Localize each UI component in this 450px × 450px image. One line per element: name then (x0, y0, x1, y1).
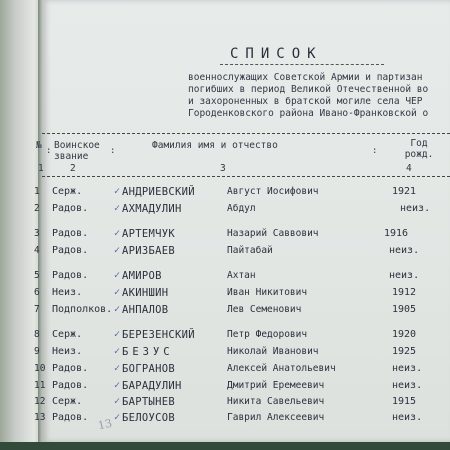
table-row (34, 245, 450, 261)
table-row (34, 203, 450, 219)
row-number: 6 (34, 287, 40, 298)
row-given-name: Назарий Саввович (227, 228, 319, 239)
check-mark-icon: ✓ (114, 304, 121, 315)
header-birth-year: Год рожд. (404, 138, 434, 160)
row-rank: Радов. (52, 412, 89, 423)
header-top-rule (42, 133, 450, 134)
header-separator: : (46, 146, 52, 156)
row-given-name: Пайтабай (227, 245, 273, 256)
subtitle-line-4: Городенковского района Ивано-Франковской о (188, 108, 429, 119)
header-rank: Воинское звание (54, 140, 100, 162)
row-number: 4 (34, 245, 40, 256)
row-surname: БОГРАНОВ (122, 363, 175, 375)
row-given-name: Дмитрий Еремеевич (227, 380, 325, 391)
check-mark-icon: ✓ (114, 380, 121, 391)
background-edge (0, 442, 450, 450)
row-number: 5 (34, 270, 40, 281)
title-underline (220, 64, 384, 65)
row-rank: Радов. (52, 228, 89, 239)
header-separator: : (110, 146, 116, 156)
column-number-4: 4 (406, 163, 412, 174)
row-given-name: Абдул (227, 203, 256, 214)
row-surname: БЕРЕЗЕНСКИЙ (122, 329, 195, 341)
check-mark-icon: ✓ (114, 186, 121, 197)
row-rank: Серж. (52, 396, 83, 407)
check-mark-icon: ✓ (114, 287, 121, 298)
row-rank: Подполков. (52, 304, 113, 315)
row-number: 3 (34, 228, 40, 239)
row-rank: Радов. (52, 380, 89, 391)
check-mark-icon: ✓ (114, 396, 121, 407)
table-row (34, 270, 450, 286)
row-birth-year: неиз. (392, 380, 423, 391)
check-mark-icon: ✓ (114, 363, 121, 374)
row-birth-year: неиз. (389, 245, 420, 256)
row-surname: АКИНШИН (122, 287, 169, 299)
row-surname: АРТЕМЧУК (122, 228, 175, 240)
row-rank: Радов. (52, 203, 89, 214)
row-surname: АНПАЛОВ (122, 304, 169, 316)
subtitle-line-3: и захороненных в братской могиле села ЧЕР (188, 96, 423, 107)
row-surname: АРИЗБАЕВ (122, 245, 175, 257)
check-mark-icon: ✓ (114, 412, 121, 423)
row-surname: БЕЛОУСОВ (122, 412, 175, 424)
row-surname: АМИРОВ (122, 270, 162, 282)
row-surname: БАРАДУЛИН (122, 380, 182, 392)
table-row (34, 329, 450, 345)
row-birth-year: 1921 (392, 186, 417, 197)
row-birth-year: неиз. (389, 270, 420, 281)
row-birth-year: неиз. (400, 203, 431, 214)
document-title: СПИСОК (230, 46, 323, 62)
row-surname: АНДРИЕВСКИЙ (122, 186, 195, 198)
table-row (34, 380, 450, 396)
row-number: 11 (34, 380, 46, 391)
row-birth-year: 1916 (384, 228, 409, 239)
row-birth-year: 1920 (392, 329, 417, 340)
subtitle-line-2: погибших в период Великой Отечественной во (188, 84, 429, 95)
row-rank: Неиз. (52, 346, 83, 357)
row-given-name: Николай Иванович (227, 346, 319, 357)
row-number: 7 (34, 304, 40, 315)
row-number: 1 (34, 186, 40, 197)
check-mark-icon: ✓ (114, 203, 121, 214)
row-number: 8 (34, 329, 40, 340)
check-mark-icon: ✓ (114, 329, 121, 340)
row-number: 9 (34, 346, 40, 357)
row-given-name: Ахтан (227, 270, 256, 281)
row-rank: Радов. (52, 363, 89, 374)
column-number-1: 1 (38, 163, 44, 174)
row-birth-year: неиз. (392, 412, 423, 423)
table-row (34, 396, 450, 412)
row-number: 2 (34, 203, 40, 214)
row-surname: БЕЗУС (122, 346, 174, 358)
check-mark-icon: ✓ (114, 245, 121, 256)
table-row (34, 186, 450, 202)
row-number: 12 (34, 396, 46, 407)
row-surname: БАРТЫНЕВ (122, 396, 175, 408)
table-row (34, 287, 450, 303)
column-number-2: 2 (70, 163, 76, 174)
table-row (34, 346, 450, 362)
row-given-name: Лев Семенович (227, 304, 302, 315)
table-row (34, 363, 450, 379)
header-name: Фамилия имя и отчество (152, 140, 278, 151)
check-mark-icon: ✓ (114, 228, 121, 239)
row-rank: Серж. (52, 329, 83, 340)
row-birth-year: 1912 (392, 287, 417, 298)
row-surname: АХМАДУЛИН (122, 203, 182, 215)
column-number-3: 3 (220, 163, 226, 174)
header-bottom-rule (42, 176, 450, 177)
table-row (34, 228, 450, 244)
row-rank: Серж. (52, 186, 83, 197)
check-mark-icon: ✓ (114, 270, 121, 281)
row-given-name: Август Иосифович (227, 186, 319, 197)
row-given-name: Петр Федорович (227, 329, 308, 340)
subtitle-line-1: военнослужащих Советской Армии и партизан (188, 72, 423, 83)
row-given-name: Алексей Анатольевич (227, 363, 336, 374)
document-sheet (34, 0, 450, 442)
row-number: 10 (34, 363, 46, 374)
row-given-name: Гаврил Алексеевич (227, 412, 325, 423)
row-birth-year: 1905 (392, 304, 417, 315)
row-number: 13 (34, 412, 46, 423)
row-rank: Неиз. (52, 287, 83, 298)
row-birth-year: 1925 (392, 346, 417, 357)
pencil-margin-note: 13 (96, 416, 114, 433)
table-row (34, 304, 450, 320)
row-given-name: Никита Савельевич (227, 396, 325, 407)
row-rank: Радов. (52, 245, 89, 256)
header-separator: : (372, 146, 378, 156)
header-number: № (36, 140, 42, 151)
row-birth-year: неиз. (392, 363, 423, 374)
check-mark-icon: ✓ (114, 346, 121, 357)
row-birth-year: 1915 (392, 396, 417, 407)
row-given-name: Иван Никитович (227, 287, 308, 298)
row-rank: Радов. (52, 270, 89, 281)
